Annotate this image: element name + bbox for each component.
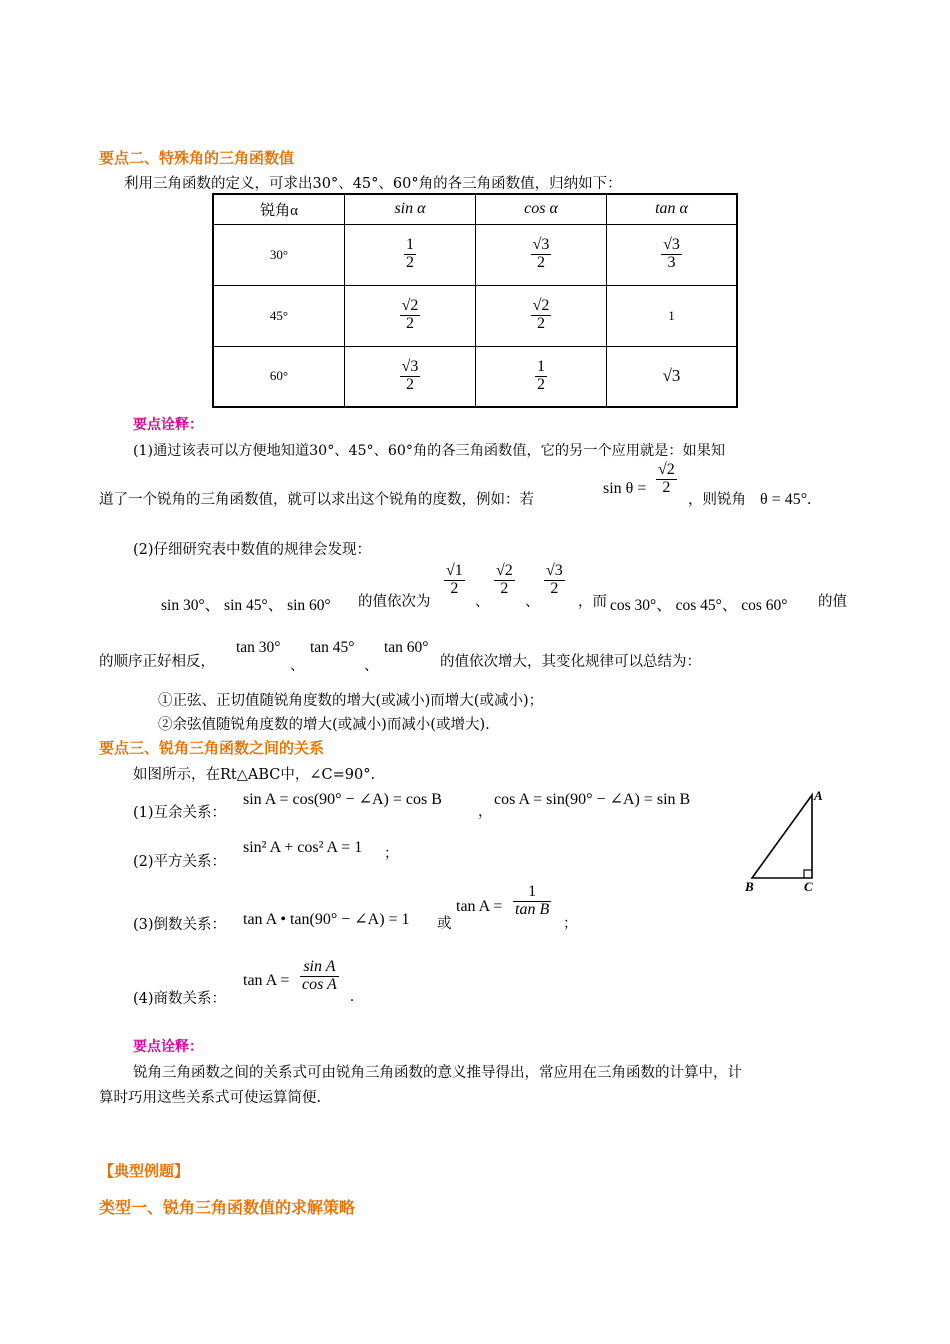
- cos60-cell: $\frac{1}{2}$: [476, 346, 607, 407]
- values-in-order: 的值依次为: [358, 594, 431, 610]
- section3-intro: 如图所示，在Rt△ABC中，∠C=90°.: [133, 767, 376, 783]
- cos30-cell: $\frac{√3}{2}$: [476, 224, 607, 285]
- rule1: ①正弦、正切值随锐角度数的增大(或减小)而增大(或减小)；: [158, 693, 544, 709]
- examples-heading: 【典型例题】: [99, 1162, 190, 1180]
- sin-theta-expr: sin θ =: [603, 480, 647, 497]
- separator: 、: [475, 594, 490, 610]
- tan60-label: tan 60°: [384, 639, 429, 656]
- angle-cell: 60°: [213, 346, 345, 407]
- header-angle: 锐角α: [213, 194, 345, 224]
- relation3-lhs: tan A =: [456, 898, 503, 915]
- relation3-end: ；: [563, 916, 578, 932]
- table-row: [213, 346, 737, 407]
- sin-sequence: sin 30°、 sin 45°、 sin 60°: [161, 597, 331, 614]
- relation3-or: 或: [437, 916, 452, 932]
- note2-line1: 锐角三角函数之间的关系式可由锐角三角函数的意义推导得出，常应用在三角函数的计算中，计: [133, 1065, 742, 1081]
- table-row: [213, 285, 737, 346]
- trig-values-table: [212, 193, 738, 408]
- values-end: 的值: [818, 594, 847, 610]
- separator: 、: [290, 658, 305, 674]
- note1-p3-end: 的值依次增大，其变化规律可以总结为：: [440, 654, 701, 670]
- separator: 、: [525, 594, 540, 610]
- but-text: ，而: [578, 594, 607, 610]
- relation1-comma: ，: [478, 804, 493, 820]
- separator: 、: [364, 658, 379, 674]
- note1-acute-angle: ，则锐角: [688, 492, 746, 508]
- tan45-label: tan 45°: [310, 639, 355, 656]
- note1-p2-line1: (2)仔细研究表中数值的规律会发现：: [133, 542, 372, 558]
- relation4-label: (4)商数关系：: [133, 991, 227, 1007]
- relation2-math: sin² A + cos² A = 1: [243, 839, 363, 856]
- table-row: [213, 224, 737, 285]
- cos-sequence: cos 30°、 cos 45°、 cos 60°: [610, 597, 788, 614]
- relation3-frac: $\frac{1}{\text{tan B}}$: [515, 883, 550, 918]
- tan45-cell: 1: [607, 285, 738, 346]
- right-angle-mark: [804, 870, 812, 878]
- section2-title: 要点二、特殊角的三角函数值: [99, 149, 295, 167]
- cos45-cell: $\frac{√2}{2}$: [476, 285, 607, 346]
- note2-label: 要点诠释：: [133, 1039, 203, 1055]
- note1-p3-start: 的顺序正好相反，: [99, 654, 215, 670]
- header-sin: sin α: [345, 194, 476, 224]
- angle-cell: 45°: [213, 285, 345, 346]
- note2-line2: 算时巧用这些关系式可使运算简便.: [99, 1090, 322, 1106]
- vertex-a-label: A: [814, 788, 823, 803]
- note1-p1-line2: 道了一个锐角的三角函数值，就可以求出这个锐角的度数，例如：若: [99, 492, 534, 508]
- sin-theta-frac: $\frac{√2}{2}$: [658, 461, 675, 496]
- triangle-shape: [752, 795, 812, 878]
- section3-title: 要点三、锐角三角函数之间的关系: [99, 739, 325, 757]
- rule2: ②余弦值随锐角度数的增大(或减小)而减小(或增大).: [158, 717, 490, 733]
- relation1-label: (1)互余关系：: [133, 805, 227, 821]
- sin45-cell: $\frac{√2}{2}$: [345, 285, 476, 346]
- note1-label: 要点诠释：: [133, 417, 203, 433]
- relation3-label: (3)倒数关系：: [133, 917, 227, 933]
- relation2-label: (2)平方关系：: [133, 854, 227, 870]
- theta-45-expr: θ = 45°.: [760, 491, 812, 508]
- tan30-cell: $\frac{√3}{3}$: [607, 224, 738, 285]
- vertex-b-label: B: [745, 879, 754, 894]
- relation3-math: tan A • tan(90° − ∠A) = 1: [243, 911, 410, 928]
- tan60-cell: √3: [607, 346, 738, 407]
- relation4-lhs: tan A =: [243, 972, 290, 989]
- relation1-math2: cos A = sin(90° − ∠A) = sin B: [494, 791, 691, 808]
- header-cos: cos α: [476, 194, 607, 224]
- sin30-cell: $\frac{1}{2}$: [345, 224, 476, 285]
- angle-cell: 30°: [213, 224, 345, 285]
- frac-sqrt2: $\frac{√2}{2}$: [496, 562, 513, 597]
- frac-sqrt1: $\frac{√1}{2}$: [446, 562, 463, 597]
- relation4-end: .: [350, 988, 354, 1005]
- note1-p1-line1: (1)通过该表可以方便地知道30°、45°、60°角的各三角函数值，它的另一个应用就是：如果知: [133, 443, 726, 459]
- frac-sqrt3: $\frac{√3}{2}$: [546, 562, 563, 597]
- sin60-cell: $\frac{√3}{2}$: [345, 346, 476, 407]
- type1-title: 类型一、锐角三角函数值的求解策略: [99, 1198, 356, 1217]
- right-triangle-figure: [740, 785, 830, 895]
- relation2-end: ；: [384, 846, 399, 862]
- header-tan: tan α: [607, 194, 738, 224]
- section2-intro: 利用三角函数的定义，可求出30°、45°、60°角的各三角函数值，归纳如下：: [124, 176, 622, 192]
- relation4-frac: $\frac{\text{sin A}}{\text{cos A}}$: [302, 958, 337, 993]
- tan30-label: tan 30°: [236, 639, 281, 656]
- vertex-c-label: C: [804, 879, 813, 894]
- relation1-math1: sin A = cos(90° − ∠A) = cos B: [243, 791, 442, 808]
